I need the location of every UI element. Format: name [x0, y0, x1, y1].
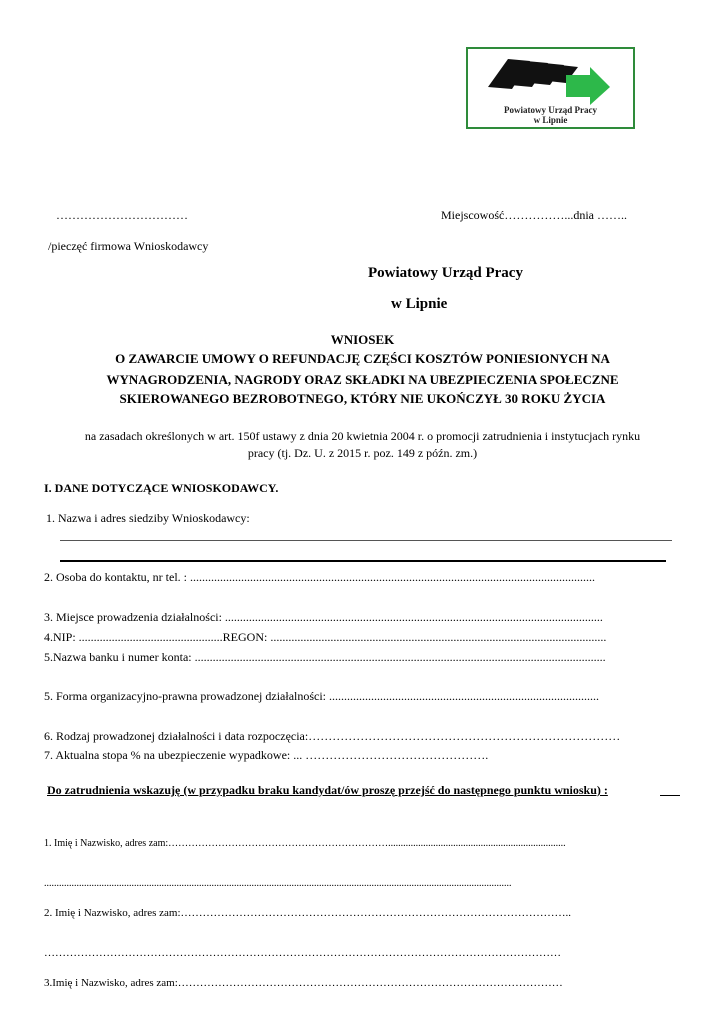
employment-note: Do zatrudnienia wskazuję (w przypadku braku kandydat/ów proszę przejść do następnego punktu wniosku) :	[47, 783, 608, 797]
answer-line[interactable]	[60, 540, 672, 541]
logo-sheets-icon	[488, 59, 578, 89]
candidate-1[interactable]: 1. Imię i Nazwisko, adres zam:………………………………………………………….......................................................................	[44, 838, 566, 849]
logo-line2: w Lipnie	[533, 115, 568, 125]
answer-line-bold[interactable]	[60, 560, 666, 562]
field-legal-form[interactable]: 5. Forma organizacyjno-prawna prowadzonej działalności: ..........................................................................................	[44, 689, 600, 703]
office-city: w Lipnie	[391, 296, 448, 312]
field-bank-account[interactable]: 5.Nazwa banku i numer konta: .........................................................................................................................................	[44, 650, 606, 664]
note-line-tail	[660, 795, 680, 796]
candidate-2[interactable]: 2. Imię i Nazwisko, adres zam:……………………………………………………………………………………………..	[44, 907, 572, 919]
logo-line1: Powiatowy Urząd Pracy	[504, 105, 597, 115]
field-accident-rate[interactable]: 7. Aktualna stopa % na ubezpieczenie wypadkowe: ... ……………………………………….	[44, 748, 489, 762]
field-contact-person[interactable]: 2. Osoba do kontaktu, nr tel. : .......................................................................................................................................	[44, 570, 595, 584]
candidate-1-continued[interactable]: ...........................................................................................................................................................................................	[44, 878, 512, 889]
field-business-location[interactable]: 3. Miejsce prowadzenia działalności: ..............................................................................................................................	[44, 610, 603, 624]
doc-title-line3: WYNAGRODZENIA, NAGRODY ORAZ SKŁADKI NA UBEZPIECZENIA SPOŁECZNE	[106, 372, 619, 387]
field-nip-regon[interactable]: 4.NIP: ................................................REGON: ................................................................................................................	[44, 630, 607, 644]
pup-logo	[466, 47, 635, 129]
legal-basis-line2: pracy (tj. Dz. U. z 2015 r. poz. 149 z późn. zm.)	[247, 446, 478, 460]
doc-title-line4: SKIEROWANEGO BEZROBOTNEGO, KTÓRY NIE UKOŃCZYŁ 30 ROKU ŻYCIA	[119, 391, 606, 406]
section-heading: I. DANE DOTYCZĄCE WNIOSKODAWCY.	[44, 481, 279, 495]
field-activity-type[interactable]: 6. Rodzaj prowadzonej działalności i data rozpoczęcia:……………………………………………………………………	[44, 729, 621, 743]
doc-title: WNIOSEK	[330, 332, 395, 347]
candidate-3[interactable]: 3.Imię i Nazwisko, adres zam:……………………………………………………………………………………………	[44, 977, 563, 989]
field-name-address: 1. Nazwa i adres siedziby Wnioskodawcy:	[46, 511, 250, 525]
doc-title-line2: O ZAWARCIE UMOWY O REFUNDACJĘ CZĘŚCI KOSZTÓW PONIESIONYCH NA	[115, 351, 610, 366]
office-name: Powiatowy Urząd Pracy	[368, 265, 523, 281]
candidate-2-continued[interactable]: ……………………………………………………………………………………………………………………………	[44, 947, 561, 959]
stamp-label: /pieczęć firmowa Wnioskodawcy	[48, 239, 209, 253]
stamp-dots: ……………………………	[56, 208, 188, 222]
place-date-field[interactable]: Miejscowość……………...dnia ……..	[441, 208, 627, 222]
legal-basis-line1: na zasadach określonych w art. 150f ustawy z dnia 20 kwietnia 2004 r. o promocji zatrudnienia i instytucjach rynku	[84, 429, 641, 443]
